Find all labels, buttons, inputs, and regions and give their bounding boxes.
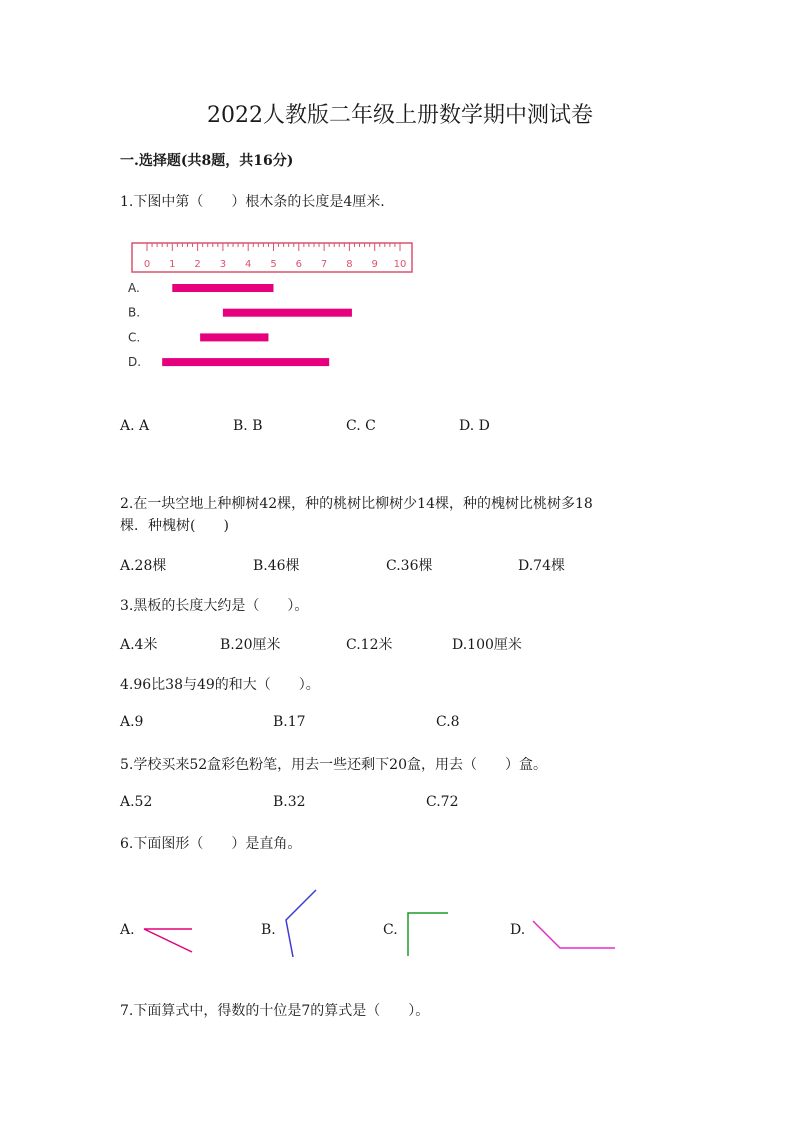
q4-option-b[interactable]: B.17 <box>273 714 306 730</box>
question-4: 4.96比38与49的和大（ ）。 <box>120 677 320 693</box>
bar-label: D. <box>128 355 142 370</box>
question-3: 3.黑板的长度大约是（ ）。 <box>120 598 309 614</box>
question-1: 1.下图中第（ ）根木条的长度是4厘米. <box>120 194 385 210</box>
angle-a-shape <box>144 929 192 952</box>
angle-d-shape <box>533 921 615 948</box>
ruler-tick-label: 1 <box>169 259 176 270</box>
ruler-tick-label: 0 <box>143 259 151 270</box>
angle-b-shape <box>286 890 316 957</box>
ruler-tick-label: 8 <box>346 259 353 270</box>
q4-option-c[interactable]: C.8 <box>436 714 460 730</box>
q1-option-a[interactable]: A. A <box>120 418 150 434</box>
question-2-line-1: 2.在一块空地上种柳树42棵，种的桃树比柳树少14棵，种的槐树比桃树多18 <box>120 496 593 512</box>
q5-option-c[interactable]: C.72 <box>426 794 459 810</box>
ruler-tick-label: 5 <box>270 259 277 270</box>
q2-option-d[interactable]: D.74棵 <box>518 558 565 574</box>
ruler-tick-label: 7 <box>320 259 328 270</box>
q3-option-b[interactable]: B.20厘米 <box>220 637 281 653</box>
q6-option-b[interactable]: B. <box>261 922 276 938</box>
bar-label: C. <box>128 330 141 345</box>
ruler-tick-label: 6 <box>295 259 302 270</box>
q1-option-d[interactable]: D. D <box>459 418 490 434</box>
bar-label: B. <box>128 305 141 320</box>
ruler-tick-label: 9 <box>371 259 378 270</box>
page-title: 2022人教版二年级上册数学期中测试卷 <box>207 103 593 128</box>
section-heading: 一.选择题(共8题，共16分) <box>120 153 294 169</box>
q4-option-a[interactable]: A.9 <box>120 714 144 730</box>
question-5: 5.学校买来52盒彩色粉笔，用去一些还剩下20盒，用去（ ）盒。 <box>120 757 547 773</box>
bar-label: A. <box>128 281 140 295</box>
angle-c-right-angle-shape <box>408 913 448 956</box>
q5-option-a[interactable]: A.52 <box>120 794 153 810</box>
q6-option-d[interactable]: D. <box>510 922 526 938</box>
question-7: 7.下面算式中，得数的十位是7的算式是（ ）。 <box>120 1003 430 1019</box>
question-6: 6.下面图形（ ）是直角。 <box>120 836 302 852</box>
ruler-tick-label: 10 <box>393 259 407 270</box>
q2-option-a[interactable]: A.28棵 <box>120 558 167 574</box>
q6-option-c[interactable]: C. <box>383 922 398 938</box>
q6-option-a[interactable]: A. <box>120 922 135 938</box>
ruler-tick-label: 4 <box>245 259 252 270</box>
q3-option-a[interactable]: A.4米 <box>120 637 158 653</box>
q2-option-b[interactable]: B.46棵 <box>253 558 300 574</box>
ruler-tick-label: 3 <box>219 259 227 270</box>
q1-option-b[interactable]: B. B <box>233 418 263 434</box>
q1-option-c[interactable]: C. C <box>346 418 376 434</box>
q3-option-c[interactable]: C.12米 <box>346 637 393 653</box>
q3-option-d[interactable]: D.100厘米 <box>452 637 522 653</box>
q2-option-c[interactable]: C.36棵 <box>386 558 433 574</box>
ruler-tick-label: 2 <box>194 259 201 270</box>
question-2-line-2: 棵．种槐树( ) <box>120 518 229 534</box>
q5-option-b[interactable]: B.32 <box>273 794 306 810</box>
